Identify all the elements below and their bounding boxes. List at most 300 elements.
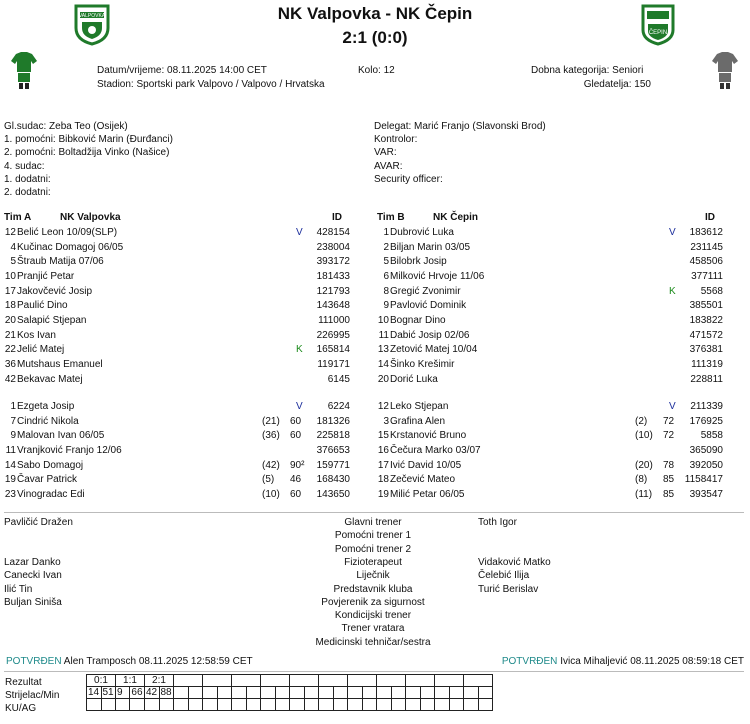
player-name: Ivić David 10/05: [390, 459, 462, 471]
player-name: Štraub Matija 07/06: [17, 256, 104, 268]
match-score: 2:1 (0:0): [342, 28, 408, 47]
result-table-row: [87, 699, 493, 711]
scorer-cell: [261, 687, 276, 699]
ku-ag-cell: [420, 699, 435, 711]
result-table-row: [87, 687, 493, 699]
ku-ag-cell: [391, 699, 406, 711]
ku-ag-cell: [145, 699, 160, 711]
player-number: 19: [4, 474, 16, 486]
player-row: [377, 343, 739, 357]
player-number: 13: [377, 344, 389, 356]
player-id: 392050: [689, 459, 723, 471]
ku-ag-label: KU/AG: [5, 703, 37, 714]
player-name: Jelić Matej: [17, 344, 65, 356]
player-id: 121793: [316, 285, 350, 297]
ku-ag-cell: [333, 699, 348, 711]
player-id: 458506: [689, 256, 723, 268]
player-number: 5: [383, 256, 389, 268]
scorer-cell: [232, 687, 247, 699]
result-row-labels: [5, 676, 59, 715]
scorer-cell: 42: [146, 687, 158, 698]
player-id: 228811: [690, 373, 723, 385]
away-kit-icon: [711, 52, 739, 90]
player-id: 211339: [690, 401, 723, 412]
player-number: 22: [4, 344, 16, 356]
scorer-cell: 66: [131, 687, 143, 698]
result-cell: 0:1: [87, 675, 116, 687]
ku-ag-cell: [246, 699, 261, 711]
player-id: 143648: [316, 300, 350, 312]
player-mark: (8): [635, 474, 648, 486]
player-mark: (10): [635, 430, 653, 442]
player-row: [4, 241, 366, 255]
player-number: 42: [4, 373, 16, 385]
result-cell: 1:1: [116, 675, 145, 687]
staff-role-label: Liječnik: [356, 570, 390, 582]
scorer-cell: 88: [160, 687, 172, 698]
player-id: 168430: [316, 474, 350, 486]
scorer-cell: [377, 687, 392, 699]
player-name: Dorić Luka: [390, 373, 438, 385]
player-number: 6: [383, 270, 389, 282]
official-line: Delegat: Marić Franjo (Slavonski Brod): [374, 121, 546, 132]
team-a-name: NK Valpovka: [60, 212, 121, 223]
official-line: 2. pomoćni: Boltadžija Vinko (Našice): [4, 147, 170, 159]
player-id: 143650: [316, 488, 350, 500]
player-name: Belić Leon 10/09(SLP): [17, 227, 118, 238]
player-number: 8: [383, 285, 389, 297]
ku-ag-cell: [275, 699, 290, 711]
player-id: 5568: [700, 285, 723, 297]
player-name: Pavlović Dominik: [390, 300, 467, 312]
ku-ag-cell: [116, 699, 130, 711]
player-row: [377, 299, 739, 313]
player-name: Biljan Marin 03/05: [390, 241, 471, 253]
player-number: 7: [10, 415, 16, 427]
ku-ag-cell: [174, 699, 189, 711]
player-mark: (42): [262, 459, 280, 471]
scorer-cell: [319, 687, 334, 699]
player-mark: (2): [635, 415, 648, 427]
confirm-a: [6, 656, 253, 667]
scorer-cell: [420, 687, 435, 699]
player-number: 1: [383, 227, 389, 238]
player-number: 21: [4, 329, 16, 341]
official-line: AVAR:: [374, 160, 403, 172]
player-name: Malovan Ivan 06/05: [17, 430, 105, 442]
player-name: Bognar Dino: [390, 314, 446, 326]
player-row: [4, 299, 366, 313]
player-id: 181326: [316, 415, 350, 427]
player-minute: 78: [663, 459, 675, 471]
player-row: [377, 358, 739, 372]
player-id: 111319: [691, 358, 723, 370]
player-number: 20: [4, 314, 16, 326]
scorer-cell: [449, 687, 464, 699]
player-name: Leko Stjepan: [390, 401, 449, 412]
player-row: [4, 226, 366, 240]
confirm-b-text: Ivica Mihaljević 08.11.2025 08:59:18 CET: [560, 656, 744, 667]
player-id: 231145: [690, 241, 723, 253]
scorer-cell: [304, 687, 319, 699]
scorer-cell: [362, 687, 377, 699]
player-id: 226995: [316, 329, 350, 341]
player-row: [377, 488, 739, 502]
result-cell: 2:1: [145, 675, 174, 687]
player-row: [377, 329, 739, 343]
player-name: Šinko Krešimir: [390, 358, 455, 370]
result-cell: [261, 675, 290, 687]
scorer-cell: 14: [88, 687, 100, 698]
ku-ag-cell: [261, 699, 276, 711]
player-row: [377, 444, 739, 458]
player-name: Sabo Domagoj: [17, 459, 84, 471]
ku-ag-cell: [290, 699, 305, 711]
player-row: [4, 329, 366, 343]
player-row: [377, 473, 739, 487]
player-id: 5858: [700, 430, 723, 442]
player-id: 183612: [689, 227, 723, 238]
stadium: Stadion: Sportski park Valpovo / Valpovo / Hrvatska: [97, 79, 325, 90]
staff-role-label: Predstavnik kluba: [333, 583, 413, 595]
scorer-cell: [290, 687, 305, 699]
staff-b-predstavnik: Turić Berislav: [478, 584, 539, 595]
scorer-cell: [435, 687, 450, 699]
player-row: [4, 373, 366, 387]
result-cell: [203, 675, 232, 687]
confirm-a-text: Alen Tramposch 08.11.2025 12:58:59 CET: [63, 656, 253, 667]
player-name: Dubrović Luka: [390, 227, 454, 238]
player-name: Bekavac Matej: [17, 373, 83, 385]
player-number: 20: [377, 373, 389, 385]
scorer-label: Strijelac/Min: [5, 690, 60, 701]
player-number: 10: [377, 314, 389, 326]
staff-a-povjerenik: Buljan Siniša: [4, 597, 62, 608]
player-row: [377, 314, 739, 328]
scorer-cell: [174, 687, 189, 699]
player-mark: V: [296, 227, 303, 238]
player-number: 12: [4, 227, 16, 238]
player-number: 18: [377, 474, 389, 486]
player-name: Jakovčević Josip: [17, 285, 93, 297]
player-id: 225818: [316, 430, 350, 442]
player-id: 393172: [316, 256, 350, 268]
official-line: 2. dodatni:: [4, 187, 51, 199]
staff-b-fizio: Vidaković Matko: [478, 557, 551, 568]
attendance: Gledatelja: 150: [583, 79, 651, 90]
player-id: 6224: [327, 401, 350, 412]
match-datetime: Datum/vrijeme: 08.11.2025 14:00 CET: [97, 65, 267, 76]
player-number: 16: [377, 444, 389, 456]
player-name: Bilobrk Josip: [390, 256, 447, 268]
player-mark: V: [669, 401, 676, 412]
scorer-cell: [188, 687, 203, 699]
player-mark: (20): [635, 459, 653, 471]
scorer-cell: 51: [102, 687, 114, 698]
player-id: 428154: [316, 227, 350, 238]
scorer-cell: [333, 687, 348, 699]
ku-ag-cell: [377, 699, 392, 711]
player-row: [4, 255, 366, 269]
result-cell: [435, 675, 464, 687]
scorer-cell: [464, 687, 479, 699]
confirm-b: [502, 656, 744, 667]
player-number: 11: [378, 329, 389, 341]
player-name: Čečura Marko 03/07: [390, 444, 481, 456]
player-number: 36: [4, 358, 16, 370]
player-row: [4, 358, 366, 372]
player-number: 23: [4, 488, 16, 500]
player-minute: 46: [290, 474, 302, 486]
staff-role-label: Pomoćni trener 1: [334, 530, 412, 542]
ku-ag-cell: [319, 699, 334, 711]
player-name: Ezgeta Josip: [17, 401, 75, 412]
player-name: Vinogradac Edi: [17, 488, 85, 500]
player-number: 5: [10, 256, 16, 268]
age-category: Dobna kategorija: Seniori: [531, 65, 644, 76]
player-row: [4, 429, 366, 443]
player-number: 17: [4, 285, 16, 297]
home-kit-icon: [10, 52, 38, 90]
staff-a-fizio: Lazar Danko: [4, 557, 61, 568]
match-title: NK Valpovka - NK Čepin: [277, 4, 473, 23]
player-row: [377, 429, 739, 443]
result-table: [86, 674, 493, 711]
player-name: Krstanović Bruno: [390, 430, 467, 442]
official-line: Kontrolor:: [374, 134, 418, 146]
player-row: [4, 343, 366, 357]
staff-a-glavni: Pavličić Dražen: [4, 517, 73, 528]
ku-ag-cell: [362, 699, 377, 711]
divider: [4, 512, 744, 513]
scorer-cell: [246, 687, 261, 699]
scorer-cell: [348, 687, 363, 699]
result-cell: [348, 675, 377, 687]
scorer-cell: [217, 687, 232, 699]
officials-right: [374, 120, 546, 186]
ku-ag-cell: [159, 699, 174, 711]
player-id: 238004: [316, 241, 350, 253]
player-row: [377, 270, 739, 284]
player-row: [4, 270, 366, 284]
player-id: 1158417: [684, 474, 723, 486]
staff-a-predstavnik: Ilić Tin: [4, 584, 33, 595]
official-line: 4. sudac:: [4, 160, 45, 172]
player-mark: V: [669, 227, 676, 238]
player-name: Kos Ivan: [17, 329, 56, 341]
player-row: [377, 285, 739, 299]
team-b-label: Tim B: [377, 212, 405, 223]
player-row: [377, 226, 739, 240]
player-minute: 72: [663, 430, 675, 442]
player-name: Čavar Patrick: [17, 474, 78, 486]
player-row: [377, 400, 739, 414]
player-id: 165814: [316, 344, 350, 356]
ku-ag-cell: [478, 699, 493, 711]
player-number: 4: [10, 241, 16, 253]
result-cell: [232, 675, 261, 687]
result-cell: [290, 675, 319, 687]
team-a-label: Tim A: [4, 212, 32, 223]
player-name: Dabić Josip 02/06: [390, 329, 470, 341]
official-line: Security officer:: [374, 173, 443, 185]
player-mark: K: [669, 285, 676, 297]
ku-ag-cell: [348, 699, 363, 711]
player-row: [4, 314, 366, 328]
player-mark: (5): [262, 474, 275, 486]
staff-role-label: Povjerenik za sigurnost: [321, 596, 425, 608]
result-label: Rezultat: [5, 677, 42, 688]
player-id: 6145: [327, 373, 350, 385]
player-number: 12: [377, 401, 389, 412]
staff-role-label: Glavni trener: [344, 517, 402, 528]
player-id: 385501: [689, 300, 723, 312]
result-cell: [319, 675, 348, 687]
player-minute: 85: [663, 474, 675, 486]
player-name: Zetović Matej 10/04: [390, 344, 478, 356]
player-mark: (10): [262, 488, 280, 500]
player-minute: 60: [290, 415, 302, 427]
player-row: [4, 415, 366, 429]
player-row: [4, 400, 366, 414]
staff-role-label: Medicinski tehničar/sestra: [315, 636, 431, 648]
player-number: 14: [4, 459, 16, 471]
team-a-id-header: ID: [332, 212, 342, 223]
player-number: 15: [377, 430, 389, 442]
player-minute: 60: [290, 488, 302, 500]
result-cell: [174, 675, 203, 687]
svg-text:ČEPIN: ČEPIN: [648, 30, 668, 36]
player-number: 10: [4, 270, 16, 282]
player-minute: 85: [663, 488, 675, 500]
player-name: Gregić Zvonimir: [390, 285, 461, 297]
staff-role-label: Pomoćni trener 2: [334, 543, 412, 555]
official-line: 1. pomoćni: Bibković Marin (Đurđanci): [4, 134, 173, 146]
staff-b-lijecnik: Čelebić Ilija: [478, 570, 530, 581]
player-name: Grafina Alen: [390, 415, 446, 427]
ku-ag-cell: [203, 699, 218, 711]
scorer-cell: [275, 687, 290, 699]
player-id: 181433: [316, 270, 350, 282]
player-row: [377, 241, 739, 255]
player-name: Pranjić Petar: [17, 270, 75, 282]
player-row: [377, 459, 739, 473]
player-name: Vranjković Franjo 12/06: [17, 444, 122, 456]
player-mark: K: [296, 344, 303, 356]
player-number: 18: [4, 300, 16, 312]
player-id: 376653: [316, 444, 350, 456]
player-mark: (36): [262, 430, 280, 442]
player-mark: (21): [262, 415, 280, 427]
officials-left: [4, 120, 173, 199]
ku-ag-cell: [188, 699, 203, 711]
player-id: 119171: [317, 358, 350, 370]
player-number: 3: [383, 415, 389, 427]
player-number: 9: [383, 300, 389, 312]
player-id: 377111: [691, 270, 723, 282]
ku-ag-cell: [130, 699, 145, 711]
player-number: 19: [377, 488, 389, 500]
result-table-row: [87, 675, 493, 687]
player-name: Zečević Mateo: [390, 474, 456, 486]
official-line: VAR:: [374, 147, 397, 159]
player-row: [4, 444, 366, 458]
ku-ag-cell: [435, 699, 450, 711]
match-round: Kolo: 12: [358, 65, 395, 76]
player-id: 176925: [689, 415, 723, 427]
player-minute: 72: [663, 415, 675, 427]
player-name: Milković Hrvoje 11/06: [390, 270, 485, 282]
confirm-a-label: POTVRĐEN: [6, 656, 62, 667]
ku-ag-cell: [217, 699, 232, 711]
player-row: [377, 415, 739, 429]
player-number: 1: [10, 401, 16, 412]
staff-b-glavni: Toth Igor: [478, 517, 517, 528]
player-id: 376381: [689, 344, 723, 356]
official-line: 1. dodatni:: [4, 173, 51, 185]
team-b-id-header: ID: [705, 212, 715, 223]
staff-a-lijecnik: Canecki Ivan: [4, 570, 62, 581]
ku-ag-cell: [232, 699, 247, 711]
player-minute: 60: [290, 430, 302, 442]
player-row: [4, 488, 366, 502]
player-name: Milić Petar 06/05: [390, 488, 465, 500]
ku-ag-cell: [449, 699, 464, 711]
ku-ag-cell: [304, 699, 319, 711]
player-name: Mutshaus Emanuel: [17, 358, 103, 370]
player-row: [377, 373, 739, 387]
result-cell: [464, 675, 493, 687]
player-number: 11: [5, 444, 16, 456]
player-mark: V: [296, 401, 303, 412]
player-name: Salapić Stjepan: [17, 314, 87, 326]
confirm-b-label: POTVRĐEN: [501, 656, 558, 667]
ku-ag-cell: [101, 699, 116, 711]
result-cell: [377, 675, 406, 687]
staff-role-label: Trener vratara: [341, 623, 405, 635]
player-row: [4, 285, 366, 299]
player-id: 183822: [689, 314, 723, 326]
player-number: 9: [10, 430, 16, 442]
player-name: Cindrić Nikola: [17, 415, 79, 427]
player-row: [4, 459, 366, 473]
official-line: Gl.sudac: Zeba Teo (Osijek): [4, 121, 128, 132]
player-name: Paulić Dino: [17, 300, 68, 312]
team-b-name: NK Čepin: [433, 212, 478, 223]
player-number: 14: [377, 358, 389, 370]
player-id: 393547: [689, 488, 723, 500]
player-row: [377, 255, 739, 269]
player-number: 17: [377, 459, 389, 471]
svg-text:VALPOVKA: VALPOVKA: [78, 13, 106, 19]
player-id: 471572: [689, 329, 723, 341]
scorer-cell: [478, 687, 493, 699]
player-number: 2: [383, 241, 389, 253]
player-id: 111000: [318, 314, 350, 326]
divider: [4, 671, 744, 672]
result-cell: [406, 675, 435, 687]
player-row: [4, 473, 366, 487]
player-name: Kučinac Domagoj 06/05: [17, 241, 124, 253]
player-id: 159771: [316, 459, 350, 471]
ku-ag-cell: [406, 699, 421, 711]
player-id: 365090: [689, 444, 723, 456]
scorer-cell: [406, 687, 421, 699]
player-minute: 90²: [290, 459, 305, 471]
scorer-cell: 9: [116, 687, 130, 699]
scorer-cell: [203, 687, 218, 699]
scorer-cell: [391, 687, 406, 699]
